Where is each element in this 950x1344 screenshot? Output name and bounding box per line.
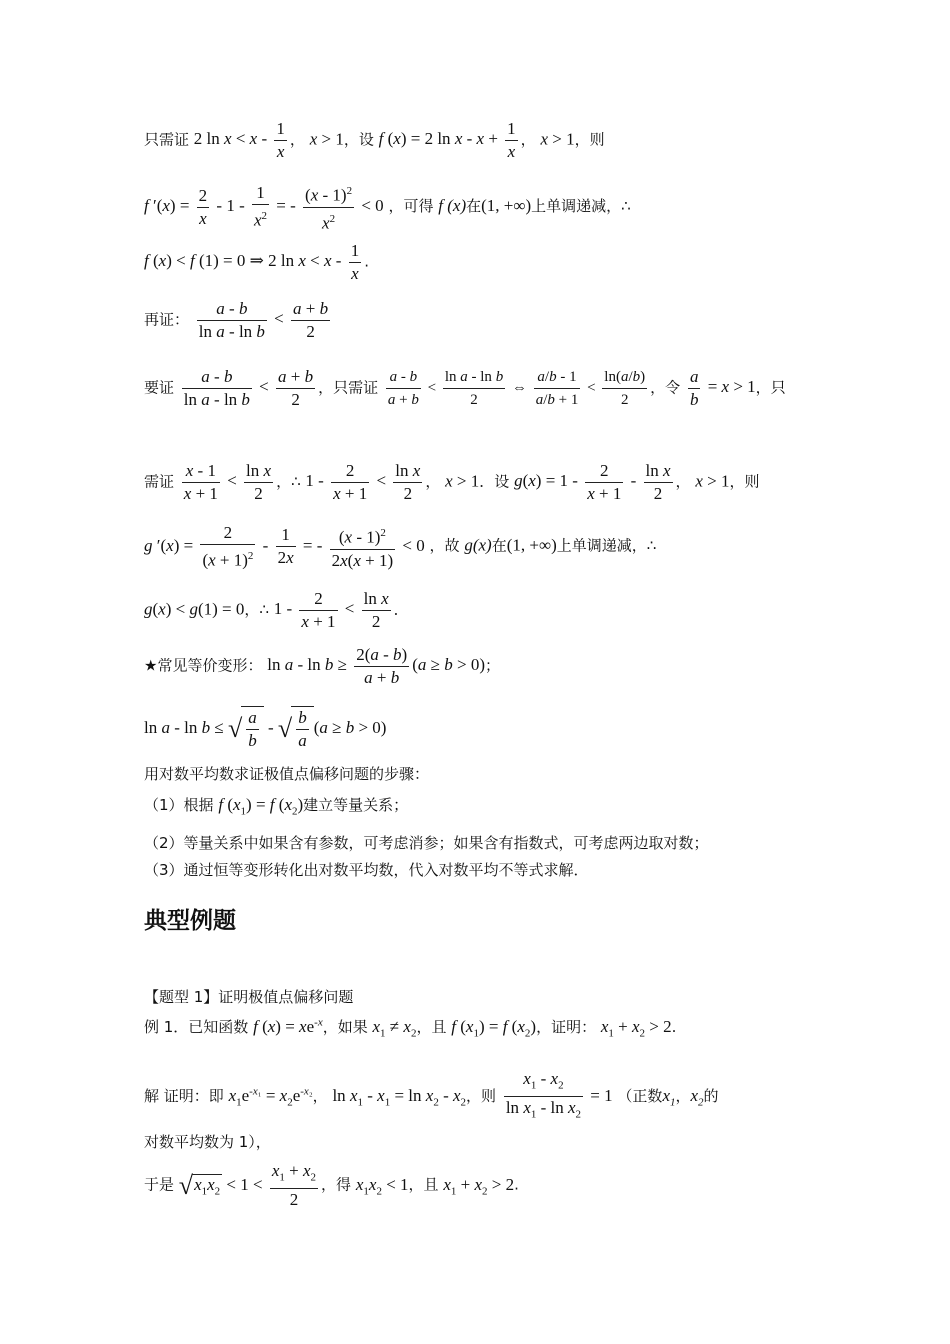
line-16 — [144, 1016, 810, 1039]
formula: $\frac{a - b}{\text{ln a - ln b}}$ < $\frac{a + b}{2}$ — [198, 299, 329, 341]
text: ，则 — [729, 472, 760, 491]
line-15 — [144, 986, 810, 1007]
text: ， — [289, 130, 305, 149]
formula: $\frac{a}{b}$ = x > 1 — [689, 367, 756, 409]
text: ； — [484, 656, 500, 675]
formula: g(x) — [464, 535, 492, 555]
formula: x > 1 — [540, 129, 575, 149]
formula: x > 1 — [695, 471, 730, 491]
formula: x > 1 — [445, 471, 480, 491]
line-1 — [144, 118, 810, 163]
line-9 — [144, 644, 810, 689]
text: ★常见等价变形： — [144, 656, 263, 675]
formula: 1 - $\frac{2}{x + 1}$ < $\frac{\text{ln x}}{2}$ — [273, 589, 389, 631]
formula: $x_1$ — [662, 1085, 676, 1109]
line-12 — [144, 794, 810, 817]
text: 例 1．已知函数 — [144, 1018, 249, 1036]
formula: (1, +∞) — [481, 196, 532, 216]
text: （2）等量关系中如果含有参数，可考虑消参；如果含有指数式，可考虑两边取对数； — [144, 834, 709, 852]
text: 需证 — [144, 472, 175, 491]
line-3 — [144, 240, 810, 285]
text: ， — [312, 1086, 328, 1105]
text: 的 — [703, 1086, 719, 1105]
formula: f (x) < f (1) = 0 ⇒ 2 ln x < x - $\frac{1}{x}$ — [144, 241, 360, 283]
text: ．设 — [479, 472, 510, 491]
formula: $\ln x_1 - x_1 = \ln x_2 - x_2$ — [332, 1085, 467, 1109]
text: . — [671, 1018, 677, 1036]
line-6 — [144, 460, 810, 505]
text: ，则 — [574, 130, 605, 149]
text: ， — [520, 130, 536, 149]
text: 要证 — [144, 378, 175, 397]
text: ，可得 — [388, 197, 434, 216]
line-5 — [144, 366, 810, 411]
formula: f (x) — [438, 196, 467, 216]
line-14 — [144, 859, 810, 880]
text: ， — [675, 472, 691, 491]
formula: 2 ln x < x - $\frac{1}{x}$ — [193, 119, 285, 161]
line-2 — [144, 180, 810, 234]
text: ，如果 — [322, 1018, 368, 1036]
formula: $x_1 \ne x_2$ — [372, 1017, 417, 1040]
formula: $x_1x_2 < 1$ — [355, 1174, 409, 1197]
text: 解 证明：即 — [144, 1086, 224, 1105]
text: 上单调递减，∴ — [531, 197, 631, 216]
text: 对数平均数为 1）， — [144, 1133, 271, 1151]
formula: f (x) = 2 ln x - x + $\frac{1}{x}$ — [378, 119, 516, 161]
text: 在 — [491, 536, 507, 555]
formula: $\frac{a - b}{a + b}$ < $\frac{\text{ln a - ln b}}{2}$ ⇔ $\frac{a/b - 1}{a/b + 1}$ < $\frac{\ln(a/b)}{2}$ — [383, 380, 650, 396]
text: ，且 — [408, 1175, 439, 1194]
formula: f $(x) = xe^{-x}$ — [253, 1016, 323, 1036]
formula: g ′(x) = $\frac{2}{(x + 1)^2}$ - $\frac{1}{2x}$ = - $\frac{(x - 1)^2}{2x(x + 1)}$ < 0 — [144, 523, 425, 570]
text: . — [364, 252, 369, 271]
formula: $x_2$ — [690, 1085, 704, 1109]
formula: $√x_1x_2 < 1$ < $\frac{x_1 + x_2}{2}$ — [178, 1161, 317, 1210]
text: ， — [675, 1086, 691, 1105]
line-18 — [144, 1131, 810, 1152]
text: ，且 — [416, 1018, 447, 1036]
text: ，令 — [650, 378, 681, 397]
text: ，∴ — [276, 472, 301, 491]
formula: f $(x_1) = f$ $(x_2)$ — [218, 795, 304, 818]
text: 上单调递减，∴ — [556, 536, 657, 555]
text: （1）根据 — [144, 796, 214, 814]
text: （3）通过恒等变形转化出对数平均数，代入对数平均不等式求解． — [144, 861, 589, 879]
text: ，则 — [466, 1086, 497, 1105]
text: ，只需证 — [318, 378, 379, 397]
formula: ln a - ln b ≤ √ $\frac{a}{b}$ - √ $\frac{b}{a}$ (a ≥ b > 0) — [144, 708, 387, 750]
line-13 — [144, 832, 810, 853]
text: 在 — [466, 197, 482, 216]
text: ， — [425, 472, 441, 491]
formula: $x_1 + x_2 > 2$ — [443, 1174, 515, 1197]
text: ． — [393, 600, 409, 619]
line-8 — [144, 588, 810, 633]
text: ，∴ — [244, 600, 269, 619]
line-11 — [144, 763, 810, 784]
text: 建立等量关系； — [303, 796, 409, 814]
text: ，得 — [321, 1175, 352, 1194]
formula: g(x) < g(1) = 0 — [144, 599, 245, 619]
line-4 — [144, 298, 810, 343]
formula: 1 - $\frac{2}{x + 1}$ < $\frac{\text{ln x}}{2}$ — [305, 461, 421, 503]
line-17 — [144, 1068, 810, 1126]
text: ，设 — [343, 130, 374, 149]
text: 用对数平均数求证极值点偏移问题的步骤： — [144, 765, 430, 783]
formula: $x_1 + x_2 > 2$ — [600, 1017, 672, 1040]
formula: $\frac{a - b}{\text{ln a - ln b}}$ < $\frac{a + b}{2}$ — [183, 367, 314, 409]
formula: f $(x_1) = f$ $(x_2)$ — [451, 1017, 537, 1040]
formula: $\frac{x_1 - x_2}{\ln x_1 - \ln x_2}$ = 1 — [505, 1069, 613, 1121]
text: 只需证 — [144, 130, 190, 149]
text: . — [514, 1175, 519, 1194]
text: ，证明： — [536, 1018, 597, 1036]
line-19 — [144, 1160, 810, 1211]
text: ，故 — [429, 536, 460, 555]
text: ，只 — [755, 378, 786, 397]
formula: g(x) = 1 - $\frac{2}{x + 1}$ - $\frac{\text{ln x}}{2}$ — [514, 461, 671, 503]
text: （正数 — [617, 1086, 663, 1105]
formula: $\frac{x - 1}{x + 1}$ < $\frac{\text{ln x}}{2}$ — [183, 461, 272, 503]
formula: $x_1e^{-x_1} = x_2e^{-x_2}$ — [228, 1085, 313, 1109]
formula: ln a - ln b ≥ $\frac{2(a - b)}{a + b}$ (a ≥ b > 0) — [267, 645, 485, 687]
text: 再证： — [144, 310, 190, 329]
formula: f ′(x) = $\frac{2}{x}$ - 1 - $\frac{1}{x^2}$ = - $\frac{(x - 1)^2}{x^2}$ < 0 — [144, 196, 384, 215]
line-10 — [144, 706, 810, 752]
text: 于是 — [144, 1175, 175, 1194]
section-heading: 典型例题 — [144, 908, 236, 934]
line-7 — [144, 522, 810, 572]
formula: x > 1 — [309, 129, 344, 149]
text: 【题型 1】证明极值点偏移问题 — [144, 988, 354, 1006]
formula: (1, +∞) — [506, 535, 557, 555]
